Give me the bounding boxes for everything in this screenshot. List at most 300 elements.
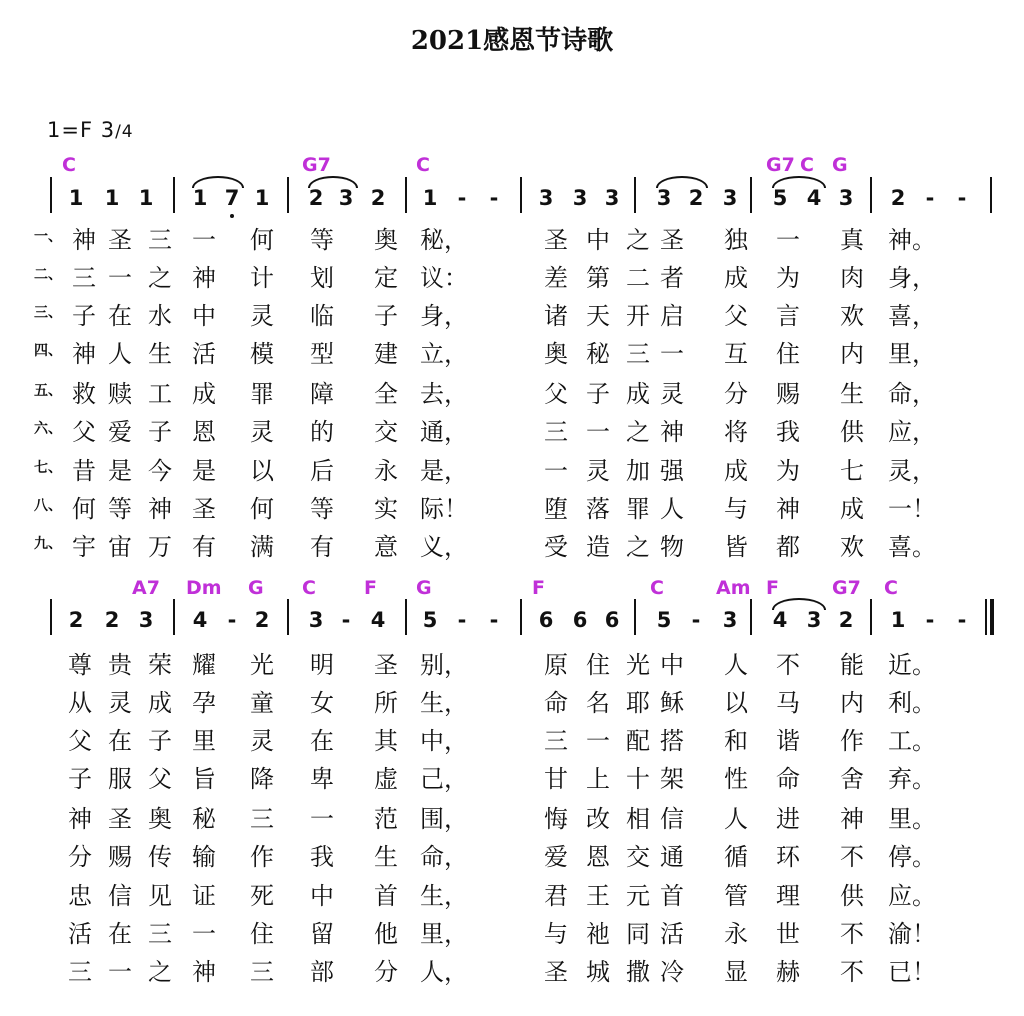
lyric-syllable: 定 xyxy=(374,264,398,292)
chord-symbol: G7 xyxy=(302,154,331,176)
jianpu-note: 3 xyxy=(308,608,324,632)
jianpu-note: 4 xyxy=(370,608,386,632)
chord-symbol: G xyxy=(248,577,264,599)
lyric-syllable: 部 xyxy=(310,958,334,986)
dash-note: - xyxy=(457,608,467,632)
lyric-syllable: 进 xyxy=(776,805,800,833)
jianpu-note: 5 xyxy=(656,608,672,632)
lyric-syllable: 一 xyxy=(776,226,800,254)
lyric-syllable: 之 xyxy=(626,226,650,254)
lyric-syllable: 成 xyxy=(192,380,216,408)
lyric-syllable: 马 xyxy=(776,689,800,717)
lyric-syllable: 圣 xyxy=(544,958,568,986)
lyric-syllable: 人 xyxy=(724,805,748,833)
lyric-syllable: 灵 xyxy=(250,418,274,446)
lyric-syllable: 活 xyxy=(68,920,92,948)
lyric-syllable: 子 xyxy=(68,765,92,793)
bar-line xyxy=(520,599,522,635)
lyric-syllable: 肉 xyxy=(840,264,864,292)
lyric-syllable: 有 xyxy=(192,533,216,561)
lyric-syllable: 从 xyxy=(68,689,92,717)
lyric-syllable: 作 xyxy=(840,727,864,755)
verse-number: 五、 xyxy=(34,383,62,399)
lyric-syllable: 应， xyxy=(888,418,936,446)
lyric-syllable: 今 xyxy=(148,457,172,485)
lyric-syllable: 元 xyxy=(626,882,650,910)
lyric-syllable: 灵 xyxy=(250,302,274,330)
lyric-syllable: 圣 xyxy=(660,226,684,254)
lyric-syllable: 灵 xyxy=(586,457,610,485)
lyric-syllable: 何 xyxy=(250,495,274,523)
lyric-syllable: 三 xyxy=(68,958,92,986)
bar-line xyxy=(50,177,52,213)
jianpu-note: 1 xyxy=(890,608,906,632)
lyric-syllable: 范 xyxy=(374,805,398,833)
lyric-syllable: 服 xyxy=(108,765,132,793)
dash-note: - xyxy=(489,608,499,632)
lyric-syllable: 生 xyxy=(374,843,398,871)
jianpu-note: 1 xyxy=(138,186,154,210)
lyric-syllable: 天 xyxy=(586,302,610,330)
lyric-syllable: 显 xyxy=(724,958,748,986)
lyric-syllable: 爱 xyxy=(544,843,568,871)
lyric-syllable: 一 xyxy=(108,958,132,986)
jianpu-note: 3 xyxy=(656,186,672,210)
lyric-syllable: 启 xyxy=(660,302,684,330)
lyric-syllable: 降 xyxy=(250,765,274,793)
bar-line xyxy=(990,177,992,213)
lyric-syllable: 通， xyxy=(420,418,468,446)
jianpu-note: 3 xyxy=(572,186,588,210)
lyric-syllable: 子 xyxy=(72,302,96,330)
lyric-syllable: 父 xyxy=(148,765,172,793)
lyric-syllable: 一 xyxy=(108,264,132,292)
lyric-syllable: 信 xyxy=(660,805,684,833)
final-bar-line-thick xyxy=(990,599,994,635)
dash-note: - xyxy=(957,608,967,632)
lyric-syllable: 之 xyxy=(626,418,650,446)
lyric-syllable: 立， xyxy=(420,340,468,368)
jianpu-note: 3 xyxy=(722,186,738,210)
verse-number: 二、 xyxy=(34,267,62,283)
lyric-syllable: 是 xyxy=(108,457,132,485)
lyric-syllable: 实 xyxy=(374,495,398,523)
jianpu-note: 6 xyxy=(604,608,620,632)
lyric-syllable: 原 xyxy=(544,651,568,679)
lyric-syllable: 循 xyxy=(724,843,748,871)
lyric-syllable: 爱 xyxy=(108,418,132,446)
lyric-syllable: 神 xyxy=(72,226,96,254)
lyric-syllable: 义， xyxy=(420,533,468,561)
lyric-syllable: 型 xyxy=(310,340,334,368)
jianpu-note: 4 xyxy=(772,608,788,632)
chord-symbol: G xyxy=(416,577,432,599)
bar-line xyxy=(634,599,636,635)
bar-line xyxy=(405,599,407,635)
chord-symbol: C xyxy=(62,154,76,176)
lyric-syllable: 三 xyxy=(250,805,274,833)
lyric-syllable: 忠 xyxy=(68,882,92,910)
lyric-syllable: 中， xyxy=(420,727,468,755)
lyric-syllable: 中 xyxy=(310,882,334,910)
lyric-syllable: 堕 xyxy=(544,495,568,523)
song-title: 2021感恩节诗歌 xyxy=(410,26,614,56)
slur xyxy=(656,176,708,188)
lyric-syllable: 悔 xyxy=(544,805,568,833)
lyric-syllable: 通 xyxy=(660,843,684,871)
lyric-syllable: 里。 xyxy=(888,805,936,833)
bar-line xyxy=(287,177,289,213)
lyric-syllable: 不 xyxy=(840,920,864,948)
lyric-syllable: 同 xyxy=(626,920,650,948)
lyric-syllable: 之 xyxy=(626,533,650,561)
lyric-syllable: 的 xyxy=(310,418,334,446)
lyric-syllable: 全 xyxy=(374,380,398,408)
lyric-syllable: 赐 xyxy=(776,380,800,408)
lyric-syllable: 之 xyxy=(148,958,172,986)
lyric-syllable: 差 xyxy=(544,264,568,292)
lyric-syllable: 身， xyxy=(420,302,468,330)
lyric-syllable: 里 xyxy=(192,727,216,755)
jianpu-note: 4 xyxy=(192,608,208,632)
lyric-syllable: 贵 xyxy=(108,651,132,679)
jianpu-note: 6 xyxy=(538,608,554,632)
lyric-syllable: 以 xyxy=(250,457,274,485)
jianpu-note: 3 xyxy=(604,186,620,210)
lyric-syllable: 议： xyxy=(420,264,468,292)
lyric-syllable: 恩 xyxy=(192,418,216,446)
lyric-syllable: 七 xyxy=(840,457,864,485)
lyric-syllable: 光 xyxy=(626,651,650,679)
lyric-syllable: 一 xyxy=(192,226,216,254)
jianpu-note: 1 xyxy=(422,186,438,210)
lyric-syllable: 已！ xyxy=(888,958,936,986)
lyric-syllable: 罪 xyxy=(250,380,274,408)
chord-symbol: C xyxy=(800,154,814,176)
lyric-syllable: 奥 xyxy=(148,805,172,833)
lyric-syllable: 永 xyxy=(374,457,398,485)
dash-note: - xyxy=(227,608,237,632)
lyric-syllable: 模 xyxy=(250,340,274,368)
lyric-syllable: 开 xyxy=(626,302,650,330)
lyric-syllable: 何 xyxy=(250,226,274,254)
lyric-syllable: 圣 xyxy=(108,805,132,833)
dash-note: - xyxy=(957,186,967,210)
bar-line xyxy=(287,599,289,635)
lyric-syllable: 真 xyxy=(840,226,864,254)
lyric-syllable: 父 xyxy=(724,302,748,330)
dash-note: - xyxy=(691,608,701,632)
lyric-syllable: 喜。 xyxy=(888,533,936,561)
lyric-syllable: 女 xyxy=(310,689,334,717)
lyric-syllable: 水 xyxy=(148,302,172,330)
slur xyxy=(192,176,244,188)
lyric-syllable: 二 xyxy=(626,264,650,292)
lyric-syllable: 工。 xyxy=(888,727,936,755)
slur xyxy=(772,176,826,188)
lyric-syllable: 渝！ xyxy=(888,920,936,948)
lyric-syllable: 父 xyxy=(68,727,92,755)
jianpu-note: 3 xyxy=(138,608,154,632)
lyric-syllable: 不 xyxy=(776,651,800,679)
lyric-syllable: 第 xyxy=(586,264,610,292)
lyric-syllable: 一 xyxy=(192,920,216,948)
lyric-syllable: 停。 xyxy=(888,843,936,871)
lyric-syllable: 在 xyxy=(108,727,132,755)
lyric-syllable: 死 xyxy=(250,882,274,910)
lyric-syllable: 秘 xyxy=(192,805,216,833)
jianpu-note: 3 xyxy=(838,186,854,210)
lyric-syllable: 和 xyxy=(724,727,748,755)
verse-number: 九、 xyxy=(34,536,62,552)
lyric-syllable: 罪 xyxy=(626,495,650,523)
chord-symbol: C xyxy=(416,154,430,176)
lyric-syllable: 三 xyxy=(544,418,568,446)
jianpu-note: 2 xyxy=(308,186,324,210)
lyric-syllable: 相 xyxy=(626,805,650,833)
lyric-syllable: 卑 xyxy=(310,765,334,793)
lyric-syllable: 灵 xyxy=(660,380,684,408)
lyric-syllable: 在 xyxy=(108,302,132,330)
lyric-syllable: 配 xyxy=(626,727,650,755)
lyric-syllable: 人 xyxy=(108,340,132,368)
jianpu-note: 2 xyxy=(890,186,906,210)
lyric-syllable: 我 xyxy=(310,843,334,871)
lyric-syllable: 君 xyxy=(544,882,568,910)
bar-line xyxy=(50,599,52,635)
lyric-syllable: 孕 xyxy=(192,689,216,717)
lyric-syllable: 撒 xyxy=(626,958,650,986)
lyric-syllable: 皆 xyxy=(724,533,748,561)
lyric-syllable: 中 xyxy=(660,651,684,679)
lyric-syllable: 分 xyxy=(374,958,398,986)
lyric-syllable: 传 xyxy=(148,843,172,871)
lyric-syllable: 受 xyxy=(544,533,568,561)
lyric-syllable: 理 xyxy=(776,882,800,910)
lyric-syllable: 三 xyxy=(544,727,568,755)
lyric-syllable: 是， xyxy=(420,457,468,485)
lyric-syllable: 舍 xyxy=(840,765,864,793)
verse-number: 四、 xyxy=(34,343,62,359)
lyric-syllable: 一！ xyxy=(888,495,936,523)
jianpu-note: 6 xyxy=(572,608,588,632)
lyric-syllable: 近。 xyxy=(888,651,936,679)
lyric-syllable: 活 xyxy=(660,920,684,948)
lyric-syllable: 成 xyxy=(724,457,748,485)
lyric-syllable: 昔 xyxy=(72,457,96,485)
lyric-syllable: 欢 xyxy=(840,533,864,561)
lyric-syllable: 环 xyxy=(776,843,800,871)
lyric-syllable: 谐 xyxy=(776,727,800,755)
lyric-syllable: 神 xyxy=(148,495,172,523)
lyric-syllable: 与 xyxy=(724,495,748,523)
lyric-syllable: 灵 xyxy=(108,689,132,717)
lyric-syllable: 三 xyxy=(626,340,650,368)
lyric-syllable: 神 xyxy=(840,805,864,833)
slur xyxy=(772,598,826,610)
lyric-syllable: 子 xyxy=(148,727,172,755)
lyric-syllable: 赐 xyxy=(108,843,132,871)
lyric-syllable: 子 xyxy=(148,418,172,446)
bar-line xyxy=(173,599,175,635)
lyric-syllable: 赎 xyxy=(108,380,132,408)
lyric-syllable: 见 xyxy=(148,882,172,910)
lyric-syllable: 临 xyxy=(310,302,334,330)
bar-line xyxy=(870,177,872,213)
lyric-syllable: 为 xyxy=(776,264,800,292)
lyric-syllable: 神。 xyxy=(888,226,936,254)
lyric-syllable: 工 xyxy=(148,380,172,408)
lyric-syllable: 稣 xyxy=(660,689,684,717)
lyric-syllable: 生 xyxy=(148,340,172,368)
lyric-syllable: 首 xyxy=(660,882,684,910)
lyric-syllable: 中 xyxy=(586,226,610,254)
lyric-syllable: 之 xyxy=(148,264,172,292)
bar-line xyxy=(520,177,522,213)
lyric-syllable: 荣 xyxy=(148,651,172,679)
dash-note: - xyxy=(925,186,935,210)
time-denominator: /4 xyxy=(115,122,134,142)
lyric-syllable: 世 xyxy=(776,920,800,948)
lyric-syllable: 他 xyxy=(374,920,398,948)
jianpu-note: 3 xyxy=(722,608,738,632)
lyric-syllable: 障 xyxy=(310,380,334,408)
lyric-syllable: 一 xyxy=(660,340,684,368)
lyric-syllable: 圣 xyxy=(374,651,398,679)
lyric-syllable: 神 xyxy=(68,805,92,833)
lyric-syllable: 分 xyxy=(724,380,748,408)
slur xyxy=(308,176,358,188)
lyric-syllable: 住 xyxy=(250,920,274,948)
lyric-syllable: 搭 xyxy=(660,727,684,755)
lyric-syllable: 为 xyxy=(776,457,800,485)
lyric-syllable: 人， xyxy=(420,958,468,986)
lyric-syllable: 是 xyxy=(192,457,216,485)
lyric-syllable: 有 xyxy=(310,533,334,561)
octave-dot xyxy=(230,214,234,218)
chord-symbol: G xyxy=(832,154,848,176)
dash-note: - xyxy=(925,608,935,632)
chord-symbol: Dm xyxy=(186,577,222,599)
verse-number: 七、 xyxy=(34,460,62,476)
dash-note: - xyxy=(341,608,351,632)
lyric-syllable: 交 xyxy=(626,843,650,871)
lyric-syllable: 身， xyxy=(888,264,936,292)
lyric-syllable: 恩 xyxy=(586,843,610,871)
lyric-syllable: 生， xyxy=(420,689,468,717)
lyric-syllable: 内 xyxy=(840,689,864,717)
lyric-syllable: 命 xyxy=(776,765,800,793)
lyric-syllable: 名 xyxy=(586,689,610,717)
lyric-syllable: 物 xyxy=(660,533,684,561)
lyric-syllable: 光 xyxy=(250,651,274,679)
lyric-syllable: 三 xyxy=(148,920,172,948)
key-text: 1=F 3 xyxy=(47,118,116,142)
chord-symbol: F xyxy=(364,577,377,599)
jianpu-note: 2 xyxy=(68,608,84,632)
final-bar-line xyxy=(985,599,987,635)
lyric-syllable: 都 xyxy=(776,533,800,561)
lyric-syllable: 父 xyxy=(72,418,96,446)
lyric-syllable: 划 xyxy=(310,264,334,292)
chord-symbol: G7 xyxy=(832,577,861,599)
jianpu-note: 1 xyxy=(192,186,208,210)
jianpu-note: 2 xyxy=(254,608,270,632)
chord-symbol: C xyxy=(302,577,316,599)
bar-line xyxy=(750,599,752,635)
lyric-syllable: 子 xyxy=(586,380,610,408)
lyric-syllable: 首 xyxy=(374,882,398,910)
lyric-syllable: 所 xyxy=(374,689,398,717)
jianpu-note: 1 xyxy=(104,186,120,210)
lyric-syllable: 造 xyxy=(586,533,610,561)
lyric-syllable: 救 xyxy=(72,380,96,408)
jianpu-note: 3 xyxy=(806,608,822,632)
lyric-syllable: 神 xyxy=(72,340,96,368)
jianpu-note: 2 xyxy=(104,608,120,632)
lyric-syllable: 祂 xyxy=(586,920,610,948)
lyric-syllable: 成 xyxy=(148,689,172,717)
lyric-syllable: 三 xyxy=(250,958,274,986)
lyric-syllable: 意 xyxy=(374,533,398,561)
lyric-syllable: 性 xyxy=(724,765,748,793)
lyric-syllable: 灵 xyxy=(250,727,274,755)
lyric-syllable: 在 xyxy=(108,920,132,948)
jianpu-note: 5 xyxy=(772,186,788,210)
lyric-syllable: 人 xyxy=(724,651,748,679)
lyric-syllable: 成 xyxy=(840,495,864,523)
jianpu-note: 2 xyxy=(688,186,704,210)
bar-line xyxy=(634,177,636,213)
lyric-syllable: 王 xyxy=(586,882,610,910)
lyric-syllable: 信 xyxy=(108,882,132,910)
verse-number: 八、 xyxy=(34,498,62,514)
lyric-syllable: 父 xyxy=(544,380,568,408)
lyric-syllable: 冷 xyxy=(660,958,684,986)
lyric-syllable: 落 xyxy=(586,495,610,523)
chord-symbol: F xyxy=(766,577,779,599)
lyric-syllable: 神 xyxy=(192,958,216,986)
lyric-syllable: 供 xyxy=(840,882,864,910)
lyric-syllable: 万 xyxy=(148,533,172,561)
chord-symbol: A7 xyxy=(132,577,160,599)
lyric-syllable: 独 xyxy=(724,226,748,254)
lyric-syllable: 满 xyxy=(250,533,274,561)
lyric-syllable: 在 xyxy=(310,727,334,755)
jianpu-note: 1 xyxy=(254,186,270,210)
lyric-syllable: 人 xyxy=(660,495,684,523)
lyric-syllable: 作 xyxy=(250,843,274,871)
lyric-syllable: 等 xyxy=(108,495,132,523)
lyric-syllable: 活 xyxy=(192,340,216,368)
jianpu-note: 5 xyxy=(422,608,438,632)
lyric-syllable: 上 xyxy=(586,765,610,793)
lyric-syllable: 供 xyxy=(840,418,864,446)
chord-symbol: F xyxy=(532,577,545,599)
lyric-syllable: 强 xyxy=(660,457,684,485)
lyric-syllable: 童 xyxy=(250,689,274,717)
lyric-syllable: 尊 xyxy=(68,651,92,679)
lyric-syllable: 宇 xyxy=(72,533,96,561)
lyric-syllable: 后 xyxy=(310,457,334,485)
lyric-syllable: 与 xyxy=(544,920,568,948)
lyric-syllable: 里， xyxy=(420,920,468,948)
lyric-syllable: 命 xyxy=(544,689,568,717)
lyric-syllable: 际！ xyxy=(420,495,468,523)
lyric-syllable: 耶 xyxy=(626,689,650,717)
lyric-syllable: 弃。 xyxy=(888,765,936,793)
lyric-syllable: 何 xyxy=(72,495,96,523)
